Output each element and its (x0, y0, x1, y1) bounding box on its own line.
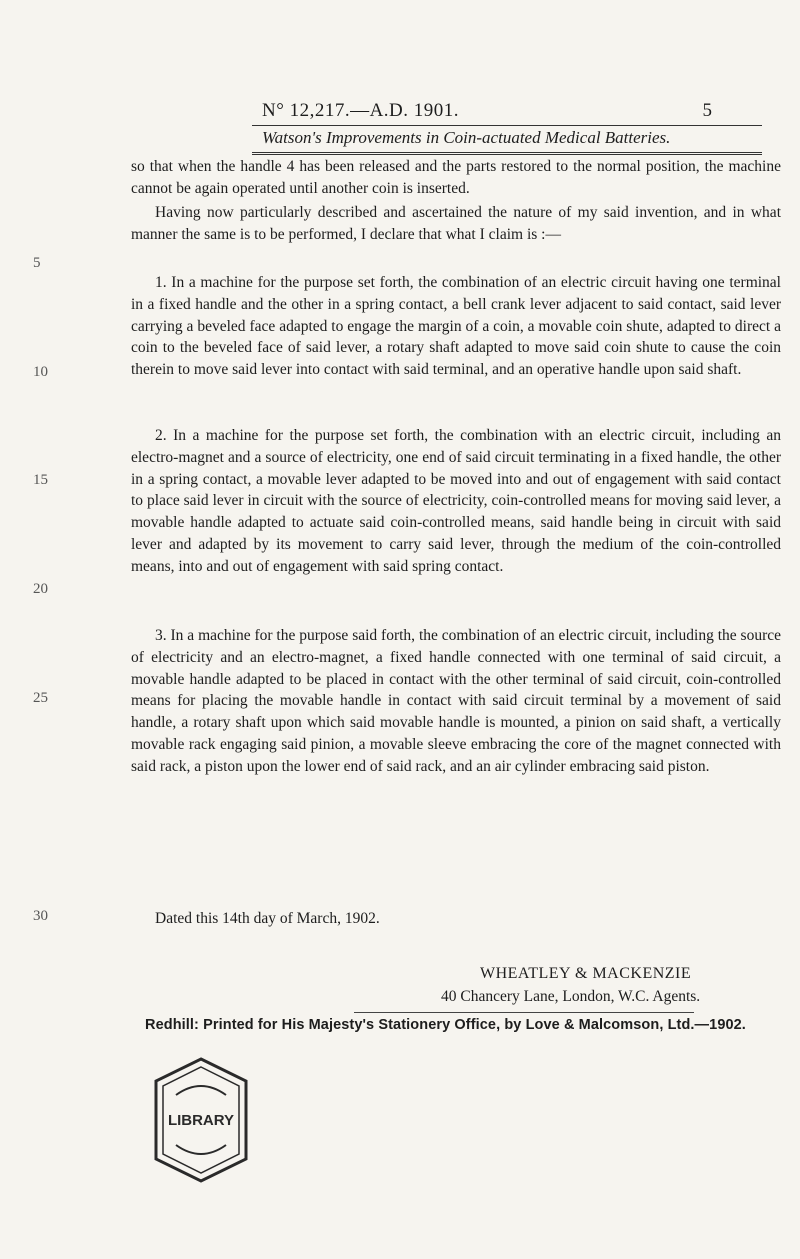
imprint-rule (354, 1012, 694, 1013)
running-title: Watson's Improvements in Coin-actuated Medical Batteries. (262, 128, 671, 147)
declaration-paragraph: Having now particularly described and ascertained the nature of my said invention, and in what manner the same is to be performed, I declare that what I claim is :— (131, 204, 781, 243)
header-rule-bottom-double (252, 154, 762, 155)
dated-line: Dated this 14th day of March, 1902. (155, 910, 380, 927)
claim-2: 2. In a machine for the purpose set forth, the combination with an electric circuit, including an electro-magnet and a source of electricity, one end of said circuit terminating in a fixed handle, the other in a spring contact, a movable lever adapted to be moved into and out of engagement with said contact to place said lever in circuit with the source of electricity, coin-controlled means for moving said lever, a movable handle adapted to actuate said coin-controlled means, said handle being in circuit with said lever and adapted by its movement to carry said lever, through the medium of the coin-controlled means, into and out of engagement with said spring contact. (131, 427, 781, 575)
line-number-30: 30 (33, 908, 48, 924)
header-rule-top (252, 125, 762, 126)
agent-address: 40 Chancery Lane, London, W.C. Agents. (441, 988, 701, 1005)
page-number: 5 (702, 100, 712, 121)
agent-firm-name: WHEATLEY & MACKENZIE (480, 965, 692, 982)
library-stamp-icon (146, 1055, 256, 1185)
line-number-5: 5 (33, 255, 41, 271)
line-number-25: 25 (33, 690, 48, 706)
claim-3: 3. In a machine for the purpose said forth, the combination of an electric circuit, including the source of electricity and an electro-magnet, a fixed handle connected with one terminal of said circuit, a movable handle adapted to be placed in contact with the other terminal of said circuit, coin-controlled means for placing the movable handle in contact with said circuit terminal by a movement of said handle, a rotary shaft upon which said movable handle is mounted, a pinion on said shaft, a vertically movable rack engaging said pinion, a movable sleeve embracing the core of the magnet connected with said rack, a piston upon the lower end of said rack, and an air cylinder embracing said piston. (131, 627, 781, 775)
claim-1: 1. In a machine for the purpose set forth, the combination of an electric circuit having one terminal in a fixed handle and the other in a spring contact, a bell crank lever adjacent to said contact, said lever carrying a beveled face adapted to engage the margin of a coin, a movable coin shute, adapted to direct a coin to the beveled face of said lever, a rotary shaft adapted to move said coin shute to cause the coin therein to move said lever into contact with said terminal, and an operative handle upon said shaft. (131, 274, 781, 379)
stamp-label: LIBRARY (167, 1112, 235, 1129)
line-number-10: 10 (33, 364, 48, 380)
patent-number: N° 12,217.—A.D. 1901. (262, 100, 460, 121)
printer-imprint: Redhill: Printed for His Majesty's Stationery Office, by Love & Malcomson, Ltd.—1902. (145, 1017, 746, 1033)
intro-paragraph: so that when the handle 4 has been released and the parts restored to the normal position, the machine cannot be again operated until another coin is inserted. (131, 158, 781, 197)
library-stamp (146, 1055, 256, 1185)
line-number-20: 20 (33, 581, 48, 597)
header-rule-bottom (252, 152, 762, 153)
line-number-15: 15 (33, 472, 48, 488)
